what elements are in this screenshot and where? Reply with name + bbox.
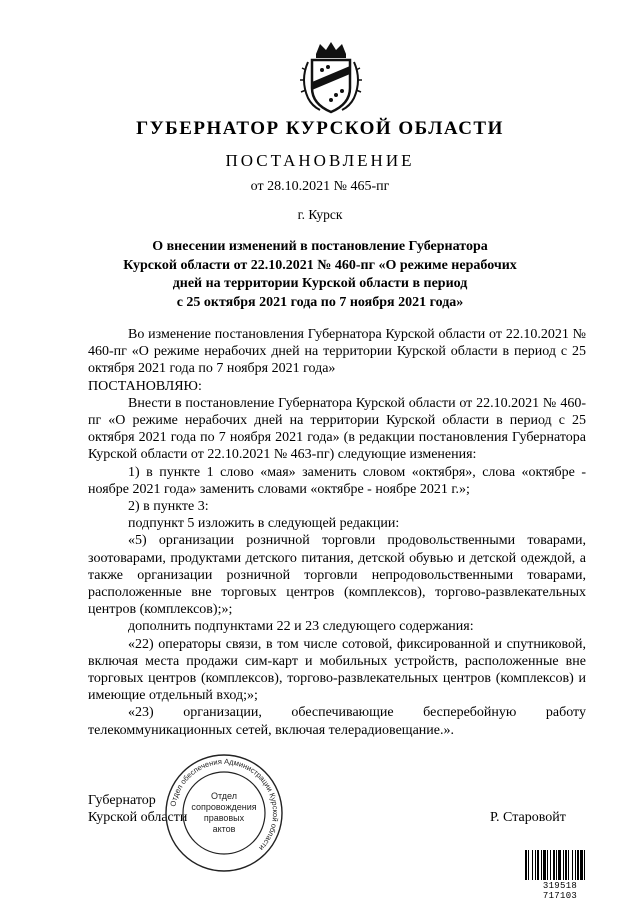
paragraph-1: Внести в постановление Губернатора Курской области от 22.10.2021 № 460-пг «О режиме нерабочих дней на территории Курской области в период с 25 октября 2021 года по 7 ноября 2021 года» (в редакции постановления Губернатора Курской области от 22.10.2021 № 463-пг) следующие изменения:	[88, 395, 586, 463]
item-2: 2) в пункте 3:	[128, 499, 209, 515]
item-1: 1) в пункте 1 слово «мая» заменить словом «октября», слова «октябре - ноябре 2021 года» заменить словами «октябре - ноябре 2021 г.»;	[88, 464, 586, 497]
signatory-position-line: Курской области	[88, 810, 188, 825]
heading-line: О внесении изменений в постановление Губернатора	[152, 239, 488, 254]
stamp-line: правовых	[203, 813, 245, 823]
sub-item-1: подпункт 5 изложить в следующей редакции:	[128, 516, 400, 532]
stamp-line: актов	[212, 824, 236, 834]
document-city: г. Курск	[297, 207, 343, 222]
document-body	[88, 326, 586, 739]
heading-line: дней на территории Курской области в период	[172, 276, 468, 291]
barcode-number: 319518 717103	[542, 881, 578, 901]
quote-subitem-22: «22) операторы связи, в том числе сотовой, фиксированной и спутниковой, включая места продажи сим-карт и мобильных устройств, расположенные вне торговых центров (комплексов), торгово-развлекательных центров (комплексов) и имеющие отдельный вход;»;	[88, 636, 586, 704]
heading-line: с 25 октября 2021 года по 7 ноября 2021 года»	[176, 294, 464, 310]
issuer-title: ГУБЕРНАТОР КУРСКОЙ ОБЛАСТИ	[136, 118, 504, 139]
preamble-paragraph: Во изменение постановления Губернатора Курской области от 22.10.2021 № 460-пг «О режиме нерабочих дней на территории Курской области в период с 25 октября 2021 года по 7 ноября 2021 года»	[88, 327, 586, 377]
quote-subitem-5: «5) организации розничной торговли продовольственными товарами, зоотоварами, продуктами детского питания, детской обувью и детской одеждой, а также организации розничной торговли непродовольственными товарами, расположенные вне торговых центров (комплексов), торгово-развлекательных центров (комплексов);»;	[88, 533, 586, 618]
document-type: ПОСТАНОВЛЕНИЕ	[225, 151, 415, 170]
quote-subitem-23: «23) организации, обеспечивающие бесперебойную работу телекоммуникационных сетей, включая телерадиовещание.».	[88, 705, 586, 738]
stamp-line: Отдел	[210, 791, 238, 801]
document-date-number: от 28.10.2021 № 465-пг	[250, 179, 390, 194]
sub-item-2: дополнить подпунктами 22 и 23 следующего содержания:	[128, 619, 474, 635]
coat-of-arms-icon	[298, 40, 364, 116]
heading-line: Курской области от 22.10.2021 № 460-пг «О режиме нерабочих	[123, 257, 517, 273]
stamp-line: сопровождения	[191, 802, 257, 812]
document-heading	[0, 238, 640, 312]
official-stamp	[163, 752, 285, 874]
signatory-position-line: Губернатор	[88, 793, 156, 808]
signatory-name: Р. Старовойт	[490, 810, 566, 825]
resolve-word: ПОСТАНОВЛЯЮ:	[88, 378, 202, 394]
barcode	[524, 850, 596, 880]
stamp-outer-text: Отдел обеспечения Администрации Курской области	[168, 756, 281, 853]
